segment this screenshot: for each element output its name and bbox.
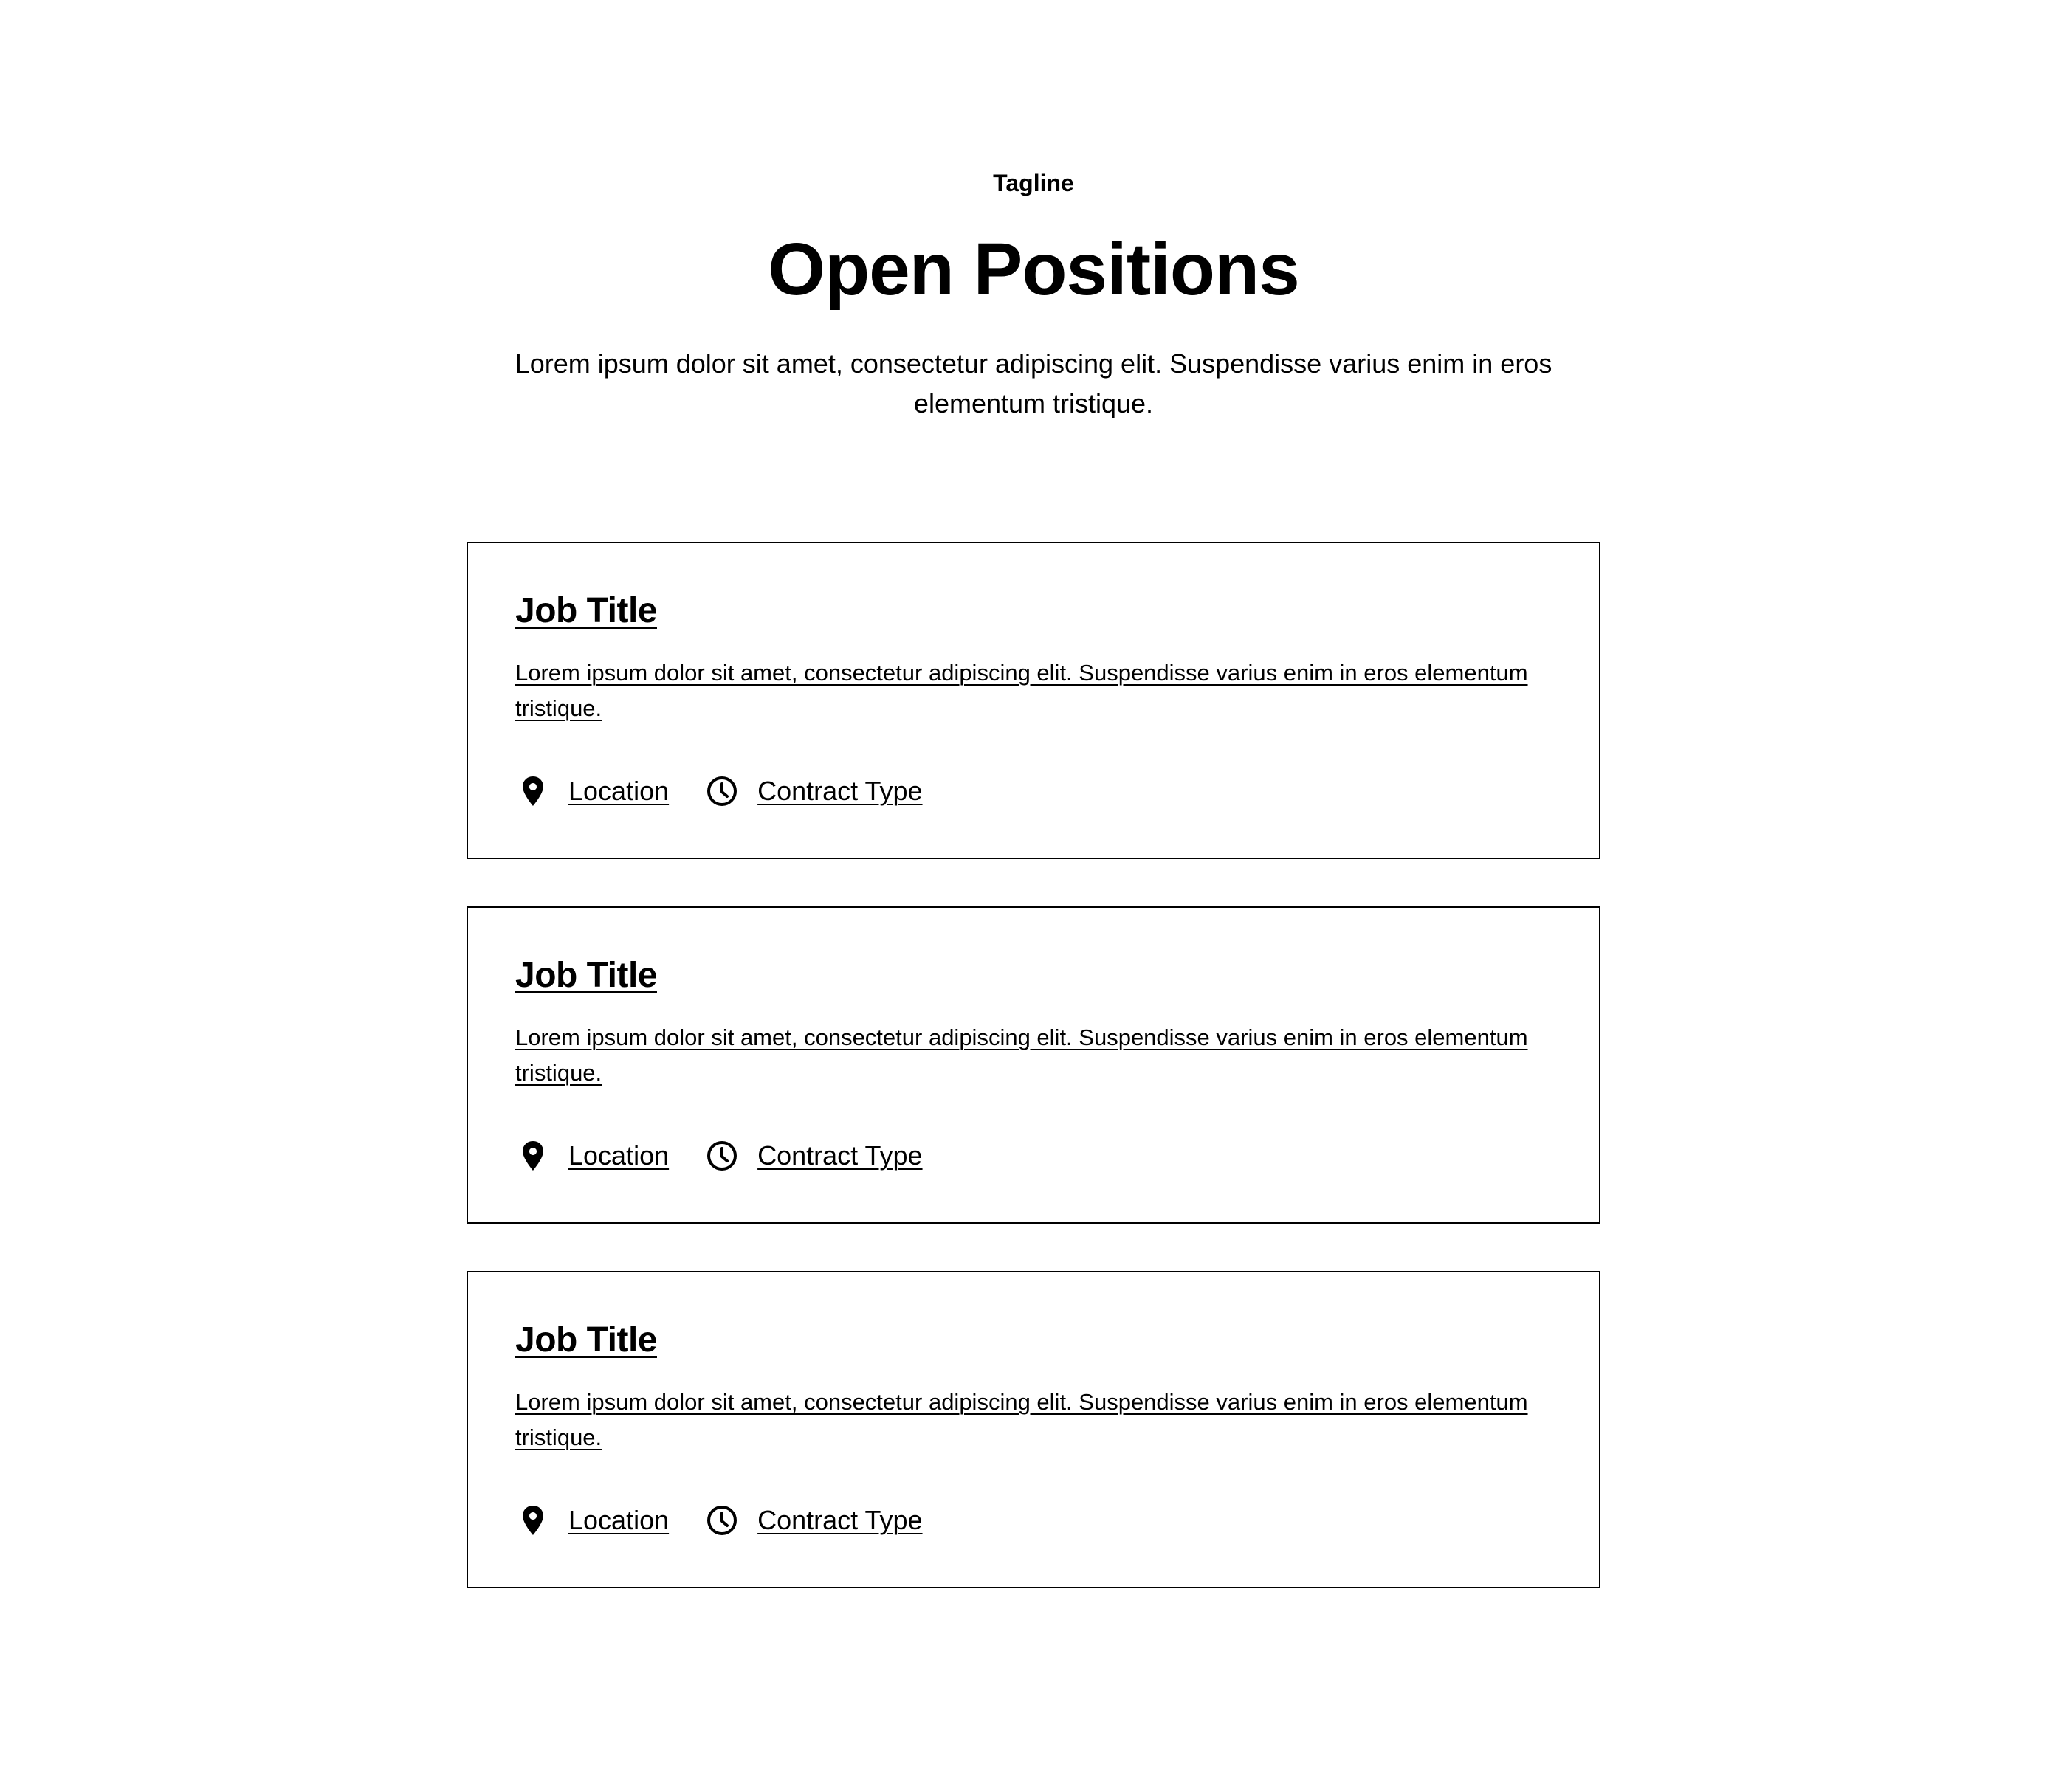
tagline: Tagline xyxy=(993,170,1074,196)
job-description-link[interactable]: Lorem ipsum dolor sit amet, consectetur adipiscing elit. Suspendisse varius enim in eros elementum tristique. xyxy=(515,1024,1528,1086)
map-pin-icon xyxy=(515,1503,551,1538)
job-description-link[interactable]: Lorem ipsum dolor sit amet, consectetur adipiscing elit. Suspendisse varius enim in eros elementum tristique. xyxy=(515,1389,1528,1450)
job-location[interactable] xyxy=(515,1503,669,1538)
job-location-label[interactable]: Location xyxy=(568,1140,670,1171)
page-title: Open Positions xyxy=(768,228,1299,311)
job-location[interactable] xyxy=(515,773,669,809)
job-contract-label[interactable]: Contract Type xyxy=(757,1140,923,1171)
job-contract-label[interactable]: Contract Type xyxy=(757,776,923,806)
job-contract-label[interactable]: Contract Type xyxy=(757,1505,923,1535)
job-meta xyxy=(515,1503,958,1538)
job-title-link[interactable]: Job Title xyxy=(515,956,657,995)
job-location-label[interactable]: Location xyxy=(568,1505,670,1535)
job-card[interactable] xyxy=(467,906,1600,1224)
clock-icon xyxy=(704,1138,740,1174)
job-meta xyxy=(515,773,958,809)
map-pin-icon xyxy=(515,1138,551,1174)
job-meta xyxy=(515,1138,958,1174)
job-list xyxy=(467,542,1600,1636)
map-pin-icon xyxy=(515,773,551,809)
job-title-link[interactable]: Job Title xyxy=(515,1320,657,1359)
job-location-label[interactable]: Location xyxy=(568,776,670,806)
clock-icon xyxy=(704,773,740,809)
job-title-link[interactable]: Job Title xyxy=(515,591,657,630)
job-contract-type[interactable] xyxy=(704,773,922,809)
job-card[interactable] xyxy=(467,1271,1600,1588)
job-card[interactable] xyxy=(467,542,1600,859)
job-contract-type[interactable] xyxy=(704,1138,922,1174)
clock-icon xyxy=(704,1503,740,1538)
job-description-link[interactable]: Lorem ipsum dolor sit amet, consectetur adipiscing elit. Suspendisse varius enim in eros elementum tristique. xyxy=(515,660,1528,721)
job-location[interactable] xyxy=(515,1138,669,1174)
intro-text: Lorem ipsum dolor sit amet, consectetur adipiscing elit. Suspendisse varius enim in eros elementum tristique. xyxy=(515,348,1552,418)
job-contract-type[interactable] xyxy=(704,1503,922,1538)
